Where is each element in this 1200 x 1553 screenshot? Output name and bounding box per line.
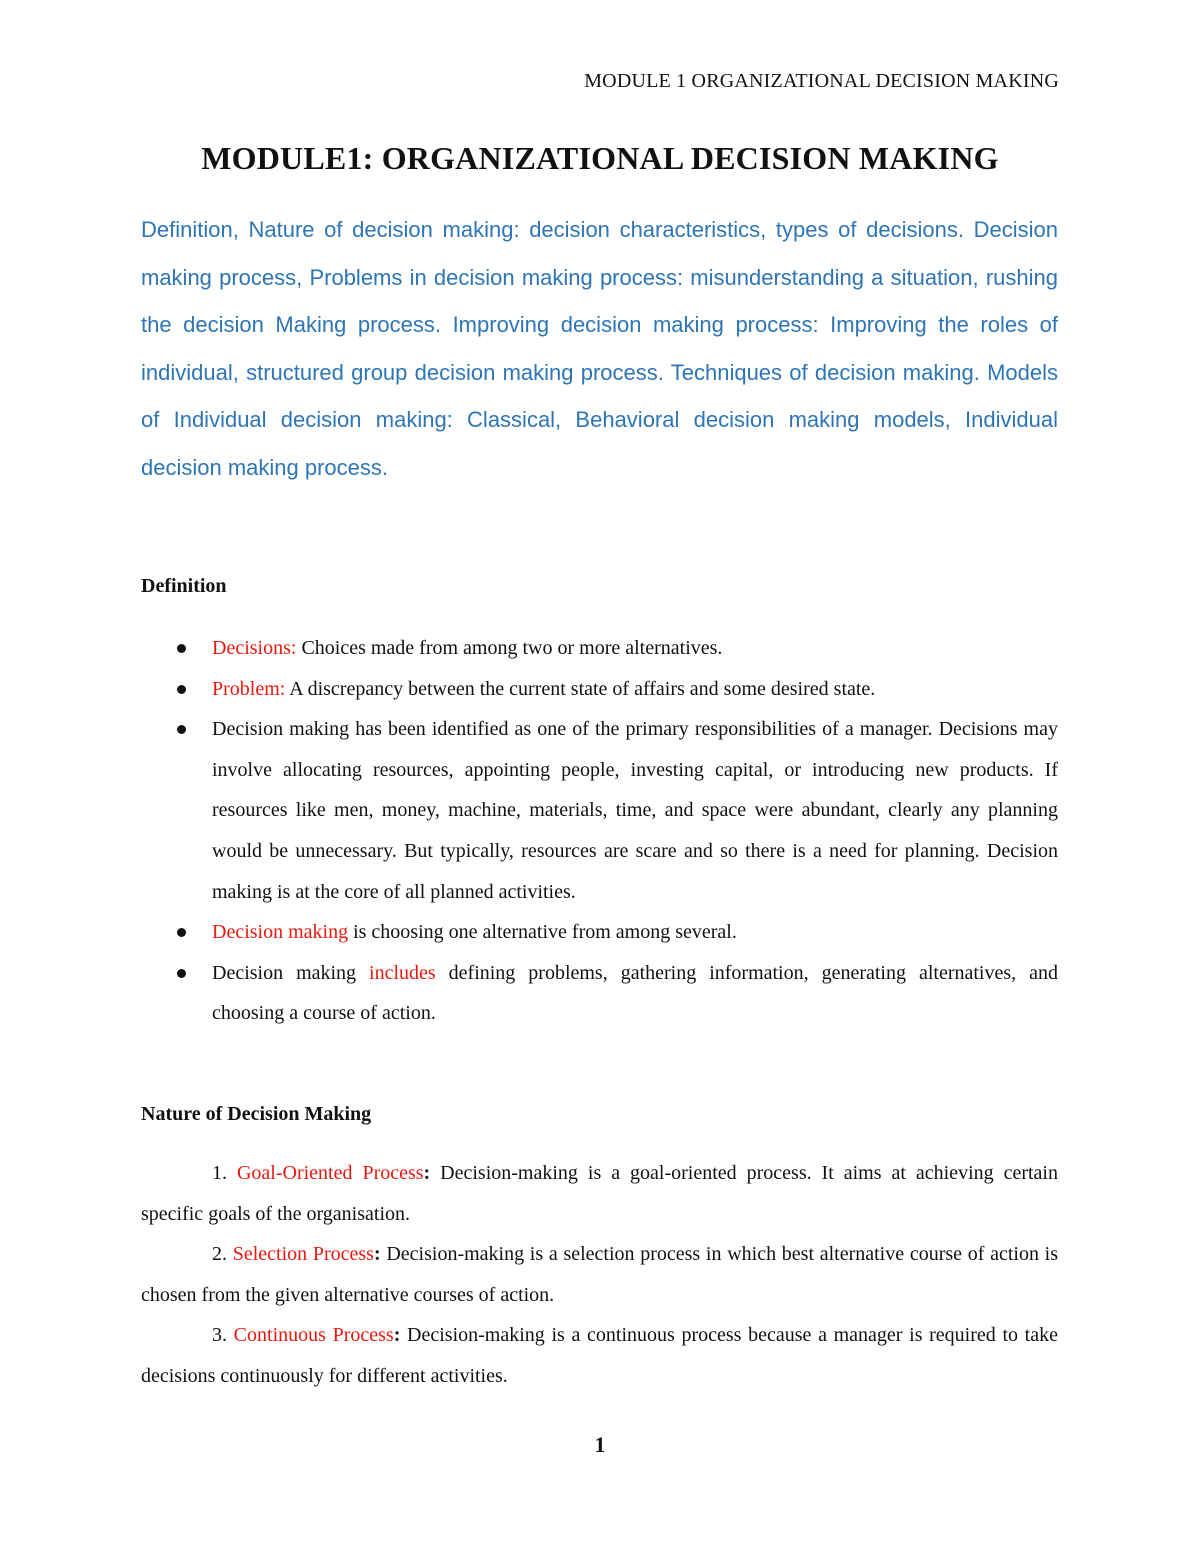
nature-term: Continuous Process bbox=[233, 1324, 394, 1346]
nature-colon: : bbox=[423, 1162, 431, 1184]
definition-term: includes bbox=[369, 961, 436, 984]
running-header: MODULE 1 ORGANIZATIONAL DECISION MAKING bbox=[584, 70, 1059, 92]
definition-text: Choices made from among two or more alternatives. bbox=[296, 637, 723, 659]
list-item bbox=[141, 1315, 1058, 1396]
definition-term: Decision making bbox=[212, 921, 349, 944]
page-title: MODULE1: ORGANIZATIONAL DECISION MAKING bbox=[201, 140, 999, 176]
item-number: 1. bbox=[212, 1162, 227, 1184]
definition-text: defining problems, gathering information, generating alternatives, and choosing a course of action. bbox=[212, 961, 1058, 1025]
list-item bbox=[141, 669, 1058, 710]
bullet-icon bbox=[177, 725, 186, 734]
definition-prefix: Decision making bbox=[212, 961, 370, 984]
definition-term: Problem: bbox=[212, 677, 286, 700]
definition-heading: Definition bbox=[141, 575, 227, 597]
nature-text: Decision-making is a continuous process because a manager is required to take decisions continuously for different activities. bbox=[141, 1324, 1058, 1387]
list-item bbox=[141, 953, 1058, 1034]
bullet-icon bbox=[177, 644, 186, 653]
nature-colon: : bbox=[393, 1324, 401, 1346]
list-item bbox=[141, 912, 1058, 953]
list-item bbox=[141, 628, 1058, 669]
definition-text: A discrepancy between the current state of affairs and some desired state. bbox=[285, 677, 876, 700]
definition-text: Decision making has been identified as one of the primary responsibilities of a manager. Decisions may involve allocating resources, appointing people, investing capital, or introducing new products. If resources like men, money, machine, materials, time, and space were abundant, clearly any planning would be unnecessary. But typically, resources are scare and so there is a need for planning. Decision making is at the core of all planned activities. bbox=[212, 718, 1058, 903]
page-number: 1 bbox=[594, 1432, 606, 1457]
list-item bbox=[141, 1234, 1058, 1315]
bullet-icon bbox=[177, 969, 186, 978]
nature-term: Selection Process bbox=[232, 1243, 374, 1265]
bullet-icon bbox=[177, 685, 186, 694]
nature-heading: Nature of Decision Making bbox=[141, 1103, 372, 1125]
definition-list bbox=[141, 628, 1058, 1034]
item-number: 3. bbox=[212, 1324, 227, 1346]
item-number: 2. bbox=[212, 1243, 227, 1265]
nature-colon: : bbox=[373, 1243, 381, 1265]
nature-text: Decision-making is a selection process in which best alternative course of action is chosen from the given alternative courses of action. bbox=[141, 1243, 1059, 1306]
list-item bbox=[141, 709, 1058, 912]
syllabus-paragraph: Definition, Nature of decision making: decision characteristics, types of decisions. Decision making process, Problems in decision making process: misunderstanding a situation, rushing the decision Making process. Improving decision making process: Improving the roles of individual, structured group decision making process. Techniques of decision making. Models of Individual decision making: Classical, Behavioral decision making models, Individual decision making process. bbox=[141, 217, 1058, 480]
list-item bbox=[141, 1153, 1058, 1234]
bullet-icon bbox=[177, 928, 186, 937]
definition-term: Decisions: bbox=[212, 637, 297, 659]
nature-text: Decision-making is a goal-oriented process. It aims at achieving certain specific goals of the organisation. bbox=[141, 1162, 1058, 1225]
definition-text: is choosing one alternative from among several. bbox=[348, 921, 737, 944]
nature-term: Goal-Oriented Process bbox=[236, 1162, 424, 1184]
nature-list bbox=[141, 1153, 1058, 1396]
